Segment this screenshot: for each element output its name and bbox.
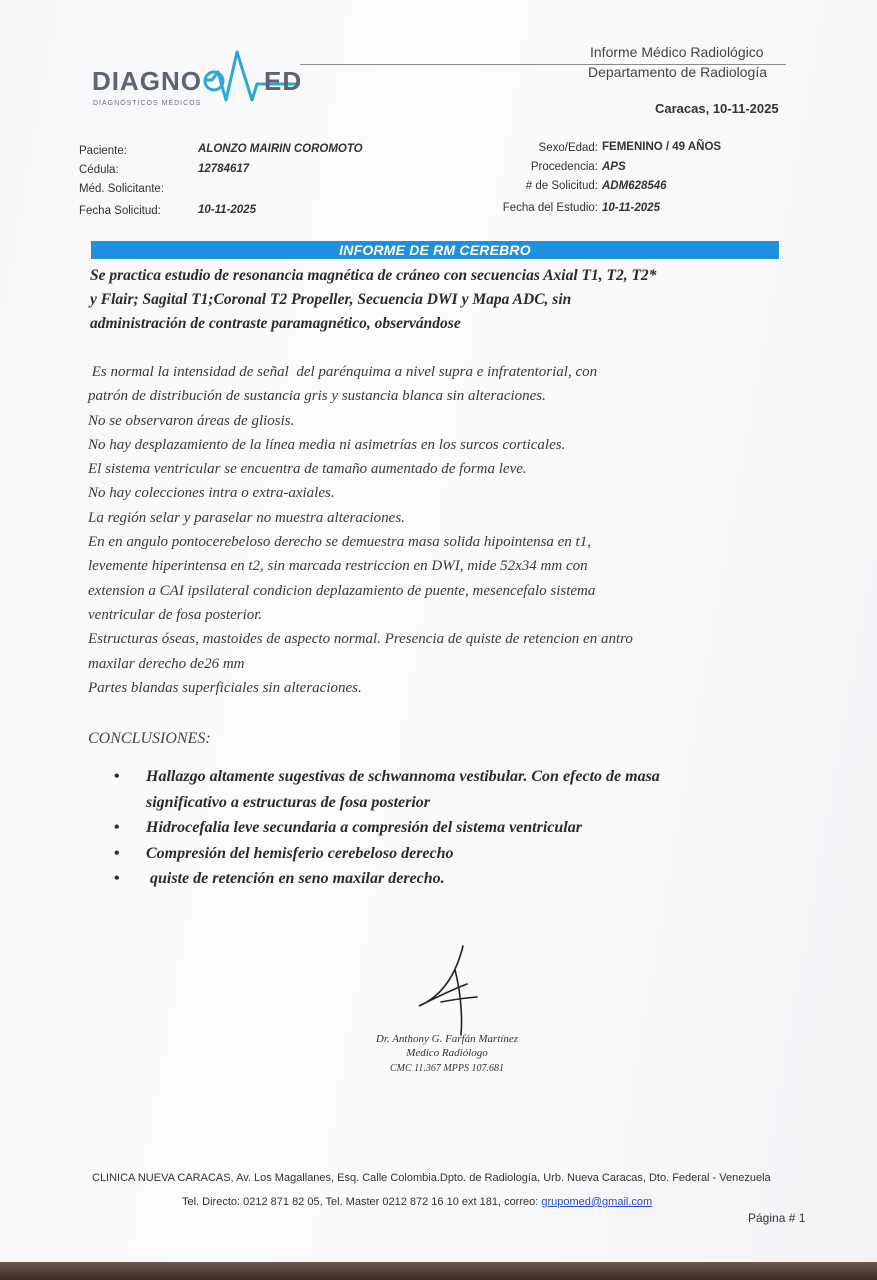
patient-name-label: Paciente: [79,145,127,157]
conclusion-item: • Hidrocefalia leve secundaria a compresión del sistema ventricular [112,815,792,841]
finding-line: extension a CAI ipsilateral condicion deplazamiento de puente, mesencefalo sistema [88,582,596,599]
finding-line: Partes blandas superficiales sin alteraciones. [88,679,362,696]
footer-address: CLINICA NUEVA CARACAS, Av. Los Magallanes, Esq. Calle Colombia.Dpto. de Radiología, Urb. Nueva Caracas, Dto. Federal - Venezuela [92,1172,771,1184]
bullet-icon: • [114,768,120,785]
intro-line: Se practica estudio de resonancia magnética de cráneo con secuencias Axial T1, T2, T2* [90,267,657,284]
finding-line: levemente hiperintensa en t2, sin marcada restriccion en DWI, mide 52x34 mm con [88,558,588,575]
request-date-label: Fecha Solicitud: [79,205,161,217]
department: Departamento de Radiología [588,64,768,80]
intro-line: y Flair; Sagital T1;Coronal T2 Propeller, Secuencia DWI y Mapa ADC, sin [90,291,572,308]
intro-line: administración de contraste paramagnético, observándose [90,315,461,332]
clinic-logo [92,44,312,124]
request-number-label: # de Solicitud: [525,180,598,192]
conclusion-item: • Hallazgo altamente sugestivas de schwannoma vestibular. Con efecto de masa significativo a estructuras de fosa posterior [112,764,792,815]
conclusions-list [112,764,792,892]
patient-id-label: Cédula: [79,164,119,176]
finding-line: Estructuras óseas, mastoides de aspecto normal. Presencia de quiste de retencion en antro [88,631,633,648]
finding-line: No se observaron áreas de gliosis. [88,412,295,429]
study-date: 10-11-2025 [602,202,660,214]
finding-line: El sistema ventricular se encuentra de tamaño aumentado de forma leve. [88,461,527,478]
doctor-title: Medico Radiólogo [406,1047,488,1059]
photo-background-edge [0,1262,877,1280]
logo-subtitle: DIAGNÓSTICOS MÉDICOS [93,100,202,107]
request-date: 10-11-2025 [198,204,256,216]
logo-text: DIAGNO ED [92,66,303,96]
footer-contact: Tel. Directo: 0212 871 82 05, Tel. Master 0212 872 16 10 ext 181, correo: grupomed@gmail.com [182,1196,653,1208]
patient-id: 12784617 [198,163,250,175]
page-number: Página # 1 [748,1211,806,1225]
finding-line: Es normal la intensidad de señal del parénquima a nivel supra e infratentorial, con [88,364,598,380]
sex-age: FEMENINO / 49 AÑOS [602,141,722,153]
requesting-doctor-label: Méd. Solicitante: [79,183,165,195]
study-description [90,264,790,336]
study-date-label: Fecha del Estudio: [502,202,598,214]
bullet-icon: • [114,870,120,887]
origin-label: Procedencia: [530,161,598,173]
finding-line: No hay desplazamiento de la línea media ni asimetrías en los surcos corticales. [88,436,566,453]
finding-line: La región selar y paraselar no muestra alteraciones. [88,509,405,526]
finding-line: maxilar derecho de26 mm [88,655,245,672]
request-number: ADM628546 [602,180,667,192]
doctor-license: CMC 11.367 MPPS 107.681 [390,1063,504,1074]
finding-line: ventricular de fosa posterior. [88,606,263,623]
sex-age-label: Sexo/Edad: [538,142,598,154]
handwritten-signature [405,940,495,1040]
finding-line: patrón de distribución de sustancia gris y sustancia blanca sin alteraciones. [88,388,546,405]
report-title-banner: INFORME DE RM CEREBRO [91,241,779,259]
conclusions-heading: CONCLUSIONES: [88,730,211,747]
report-type: Informe Médico Radiológico [590,44,764,60]
bullet-icon: • [114,819,120,836]
finding-line: No hay colecciones intra o extra-axiales. [88,485,335,502]
conclusion-item: • Compresión del hemisferio cerebeloso derecho [112,841,792,867]
findings [88,360,788,700]
report-date: Caracas, 10-11-2025 [655,101,779,116]
bullet-icon: • [114,844,120,862]
patient-name: ALONZO MAIRIN COROMOTO [198,143,363,155]
finding-line: En en angulo pontocerebeloso derecho se demuestra masa solida hipointensa en t1, [88,534,591,551]
origin: APS [602,161,626,173]
doctor-name: Dr. Anthony G. Farfán Martínez [375,1033,519,1045]
email-link[interactable]: grupomed@gmail.com [541,1196,653,1208]
conclusion-item: • quiste de retención en seno maxilar derecho. [112,866,792,892]
